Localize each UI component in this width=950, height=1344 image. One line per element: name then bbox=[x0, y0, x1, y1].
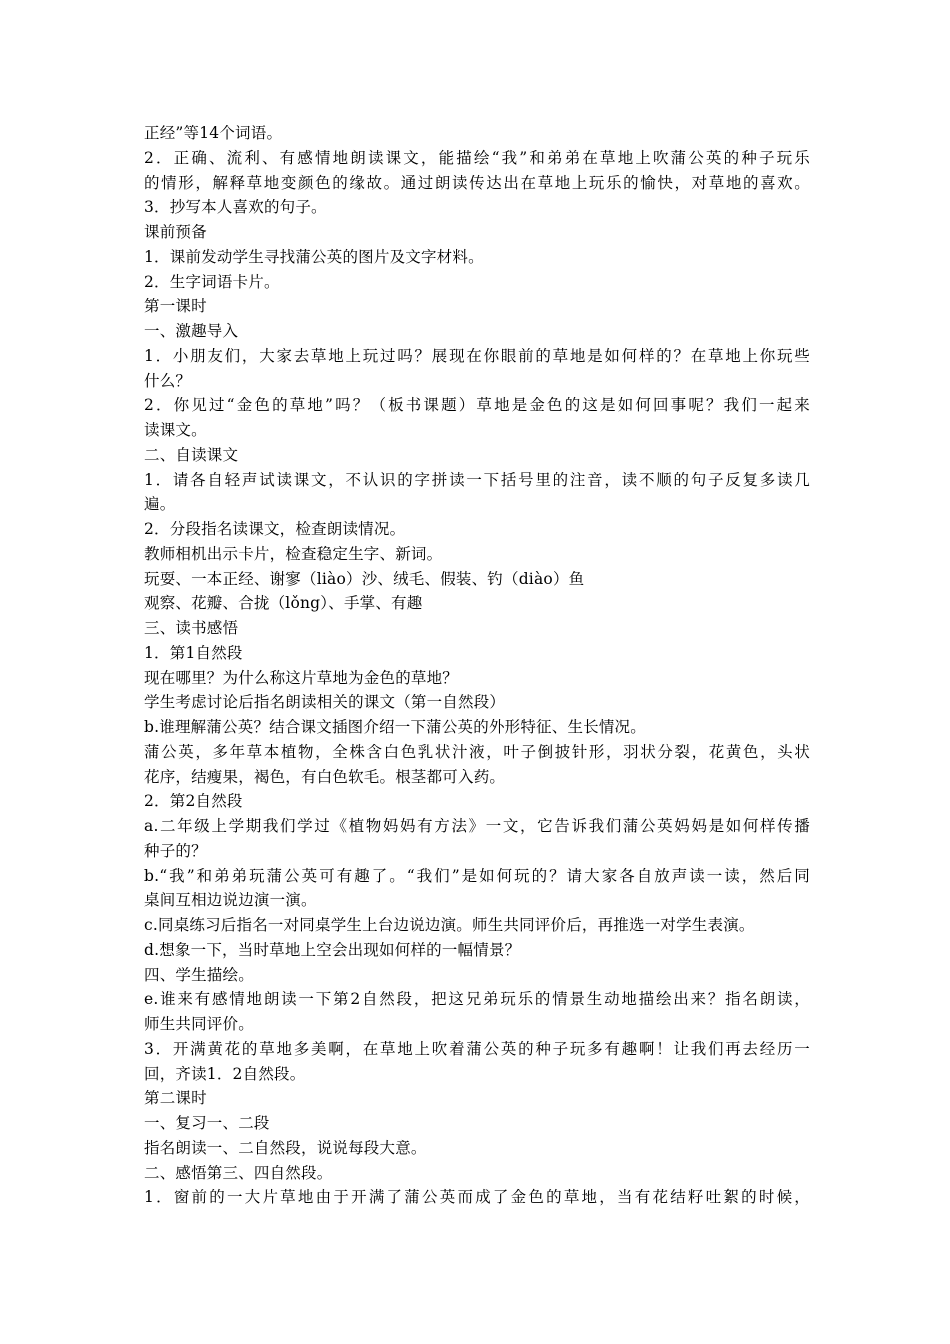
text-line: 正经”等14个词语。 bbox=[144, 124, 283, 142]
text-line: 观察、花瓣、合拢（lǒng）、手掌、有趣 bbox=[144, 594, 423, 613]
text-line: 2．第2自然段 bbox=[144, 792, 243, 811]
text-line: 现在哪里？为什么称这片草地为金色的草地？ bbox=[144, 668, 459, 687]
text-line: b.谁理解蒲公英？结合课文插图介绍一下蒲公英的外形特征、生长情况。 bbox=[144, 718, 646, 736]
text-line: 第一课时 bbox=[144, 297, 207, 316]
text-line: 1．第1自然段 bbox=[144, 643, 243, 662]
text-line: 什么？ bbox=[144, 371, 192, 390]
text-line: b.“我”和弟弟玩蒲公英可有趣了。“我们”是如何玩的？请大家各自放声读一读，然后同 bbox=[144, 866, 810, 885]
text-line: 1．请各自轻声试读课文，不认识的字拼读一下括号里的注音，读不顺的句子反复多读几 bbox=[144, 470, 810, 489]
text-line: 指名朗读一、二自然段，说说每段大意。 bbox=[144, 1138, 427, 1157]
text-line: 蒲公英，多年草本植物，全株含白色乳状汁液，叶子倒披针形，羽状分裂，花黄色，头状 bbox=[144, 742, 810, 761]
text-line: e.谁来有感情地朗读一下第2自然段，把这兄弟玩乐的情景生动地描绘出来？指名朗读， bbox=[144, 990, 810, 1009]
text-line: 2．正确、流利、有感情地朗读课文，能描绘“我”和弟弟在草地上吹蒲公英的种子玩乐 bbox=[144, 148, 810, 167]
text-line: 2．生字词语卡片。 bbox=[144, 272, 280, 291]
text-line: 3．开满黄花的草地多美啊，在草地上吹着蒲公英的种子玩多有趣啊！让我们再去经历一 bbox=[144, 1039, 810, 1058]
text-line: 花序，结瘦果，褐色，有白色软毛。根茎都可入药。 bbox=[144, 767, 506, 786]
text-line: 的情形，解释草地变颜色的缘故。通过朗读传达出在草地上玩乐的愉快，对草地的喜欢。 bbox=[144, 173, 810, 192]
text-line: 教师相机出示卡片，检查稳定生字、新词。 bbox=[144, 544, 443, 563]
text-line: d.想象一下，当时草地上空会出现如何样的一幅情景？ bbox=[144, 940, 521, 959]
text-line: 读课文。 bbox=[144, 421, 207, 439]
text-line: 2．分段指名读课文，检查朗读情况。 bbox=[144, 520, 406, 538]
text-line: 遍。 bbox=[144, 495, 176, 514]
text-line: 1．小朋友们，大家去草地上玩过吗？展现在你眼前的草地是如何样的？在草地上你玩些 bbox=[144, 346, 810, 365]
text-line: 回，齐读1．2自然段。 bbox=[144, 1064, 306, 1083]
text-line: 二、自读课文 bbox=[144, 445, 239, 464]
text-line: 课前预备 bbox=[144, 223, 207, 241]
text-line: 师生共同评价。 bbox=[144, 1015, 254, 1033]
text-line: 三、读书感悟 bbox=[144, 619, 239, 637]
text-line: 1．课前发动学生寻找蒲公英的图片及文字材料。 bbox=[144, 247, 484, 266]
text-line: 二、感悟第三、四自然段。 bbox=[144, 1163, 333, 1182]
text-line: c.同桌练习后指名一对同桌学生上台边说边演。师生共同评价后，再推选一对学生表演。 bbox=[144, 916, 755, 934]
document-body bbox=[144, 121, 810, 1210]
text-line: 一、复习一、二段 bbox=[144, 1114, 270, 1132]
text-line: 种子的？ bbox=[144, 841, 207, 860]
text-line: 玩耍、一本正经、谢寥（liào）沙、绒毛、假装、钓（diào）鱼 bbox=[144, 569, 585, 588]
text-line: 2．你见过“金色的草地”吗？（板书课题）草地是金色的这是如何回事呢？我们一起来 bbox=[144, 396, 810, 415]
text-line: 第二课时 bbox=[144, 1089, 207, 1108]
text-line: 桌间互相边说边演一演。 bbox=[144, 891, 317, 910]
text-line: 学生考虑讨论后指名朗读相关的课文（第一自然段） bbox=[144, 693, 506, 712]
text-line: 1．窗前的一大片草地由于开满了蒲公英而成了金色的草地，当有花结籽吐絮的时候， bbox=[144, 1188, 810, 1207]
text-line: 一、激趣导入 bbox=[144, 322, 239, 340]
text-line: 3．抄写本人喜欢的句子。 bbox=[144, 198, 327, 217]
text-line: 四、学生描绘。 bbox=[144, 965, 254, 984]
text-line: a.二年级上学期我们学过《植物妈妈有方法》一文，它告诉我们蒲公英妈妈是如何样传播 bbox=[144, 817, 810, 835]
